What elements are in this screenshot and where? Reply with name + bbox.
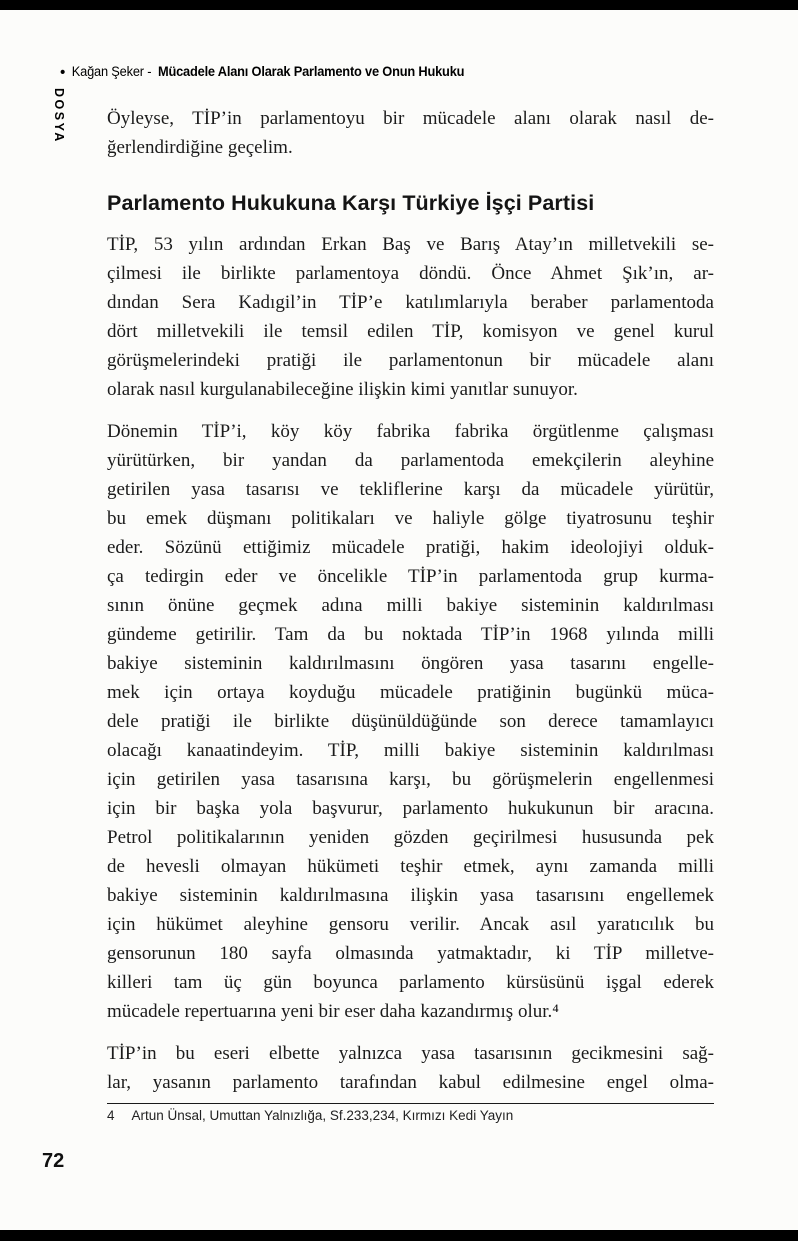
closing-paragraph	[107, 1039, 714, 1097]
page-content	[107, 104, 714, 1124]
text-line: ça tedirgin eder ve öncelikle TİP’in parlamentoda grup kurma-	[107, 566, 714, 587]
text-line: için getirilen yasa tasarısına karşı, bu görüşmelerin engellenmesi	[107, 769, 714, 790]
text-line: lar, yasanın parlamento tarafından kabul edilmesine engel olma-	[107, 1072, 714, 1093]
running-header	[60, 64, 464, 80]
body-paragraph-2	[107, 417, 714, 1026]
text-line: görüşmelerindeki pratiği ile parlamentonun bir mücadele alanı	[107, 350, 714, 371]
text-line: bakiye sisteminin kaldırılmasını öngören yasa tasarını engelle-	[107, 653, 714, 674]
text-line: TİP, 53 yılın ardından Erkan Baş ve Barış Atay’ın milletvekili se-	[107, 234, 714, 255]
text-line: gündeme getirilir. Tam da bu noktada TİP’in 1968 yılında milli	[107, 624, 714, 645]
text-line: yürütürken, bir yandan da parlamentoda emekçilerin aleyhine	[107, 450, 714, 471]
intro-paragraph	[107, 104, 714, 162]
bullet-icon: •	[60, 64, 66, 81]
text-line: gensorunun 180 sayfa olmasında yatmaktadır, ki TİP milletve-	[107, 943, 714, 964]
text-line: olarak nasıl kurgulanabileceğine ilişkin kimi yanıtlar sunuyor.	[107, 379, 578, 400]
footnote	[107, 1104, 714, 1124]
footnote-number: 4	[107, 1108, 115, 1123]
header-author: Kağan Şeker -	[71, 64, 152, 79]
text-line: için bir başka yola başvurur, parlamento hukukunun bir aracına.	[107, 798, 714, 819]
text-line: Öyleyse, TİP’in parlamentoyu bir mücadele alanı olarak nasıl de-	[107, 108, 714, 129]
text-line: ğerlendirdiğine geçelim.	[107, 137, 293, 158]
text-line: mücadele repertuarına yeni bir eser daha kazandırmış olur.⁴	[107, 1001, 559, 1022]
text-line: bakiye sisteminin kaldırılmasına ilişkin yasa tasarısını engellemek	[107, 885, 714, 906]
text-line: de hevesli olmayan hükümeti teşhir etmek, aynı zamanda milli	[107, 856, 714, 877]
header-title: Mücadele Alanı Olarak Parlamento ve Onun Hukuku	[157, 64, 465, 79]
text-line: eder. Sözünü ettiğimiz mücadele pratiği, hakim ideolojiyi olduk-	[107, 537, 714, 558]
section-heading: Parlamento Hukukuna Karşı Türkiye İşçi Partisi	[107, 191, 595, 215]
text-line: sının önüne geçmek adına milli bakiye sisteminin kaldırılması	[107, 595, 714, 616]
footnote-text: Artun Ünsal, Umuttan Yalnızlığa, Sf.233,234, Kırmızı Kedi Yayın	[131, 1108, 514, 1123]
text-line: killeri tam üç gün boyunca parlamento kürsüsünü işgal ederek	[107, 972, 714, 993]
section-tag-dosya: DOSYA	[52, 88, 66, 144]
text-line: dört milletvekili ile temsil edilen TİP, komisyon ve genel kurul	[107, 321, 714, 342]
text-line: Petrol politikalarının yeniden gözden geçirilmesi hususunda pek	[107, 827, 714, 848]
text-line: Dönemin TİP’i, köy köy fabrika fabrika örgütlenme çalışması	[107, 421, 714, 442]
page-number: 72	[42, 1150, 65, 1172]
bottom-bar	[0, 1230, 798, 1241]
text-line: getirilen yasa tasarısı ve tekliflerine karşı da mücadele yürütür,	[107, 479, 714, 500]
text-line: çilmesi ile birlikte parlamentoya döndü. Önce Ahmet Şık’ın, ar-	[107, 263, 714, 284]
text-line: olacağı kanaatindeyim. TİP, milli bakiye sisteminin kaldırılması	[107, 740, 714, 761]
text-line: TİP’in bu eseri elbette yalnızca yasa tasarısının gecikmesini sağ-	[107, 1043, 714, 1064]
text-line: mek için ortaya koyduğu mücadele pratiğinin bugünkü müca-	[107, 682, 714, 703]
text-line: için hükümet aleyhine gensoru verilir. Ancak asıl yaratıcılık bu	[107, 914, 714, 935]
top-bar	[0, 0, 798, 10]
text-line: dele pratiği ile birlikte düşünüldüğünde son derece tamamlayıcı	[107, 711, 714, 732]
body-paragraph-1	[107, 230, 714, 404]
text-line: dından Sera Kadıgil’in TİP’e katılımlarıyla beraber parlamentoda	[107, 292, 714, 313]
text-line: bu emek düşmanı politikaları ve haliyle gölge tiyatrosunu teşhir	[107, 508, 714, 529]
